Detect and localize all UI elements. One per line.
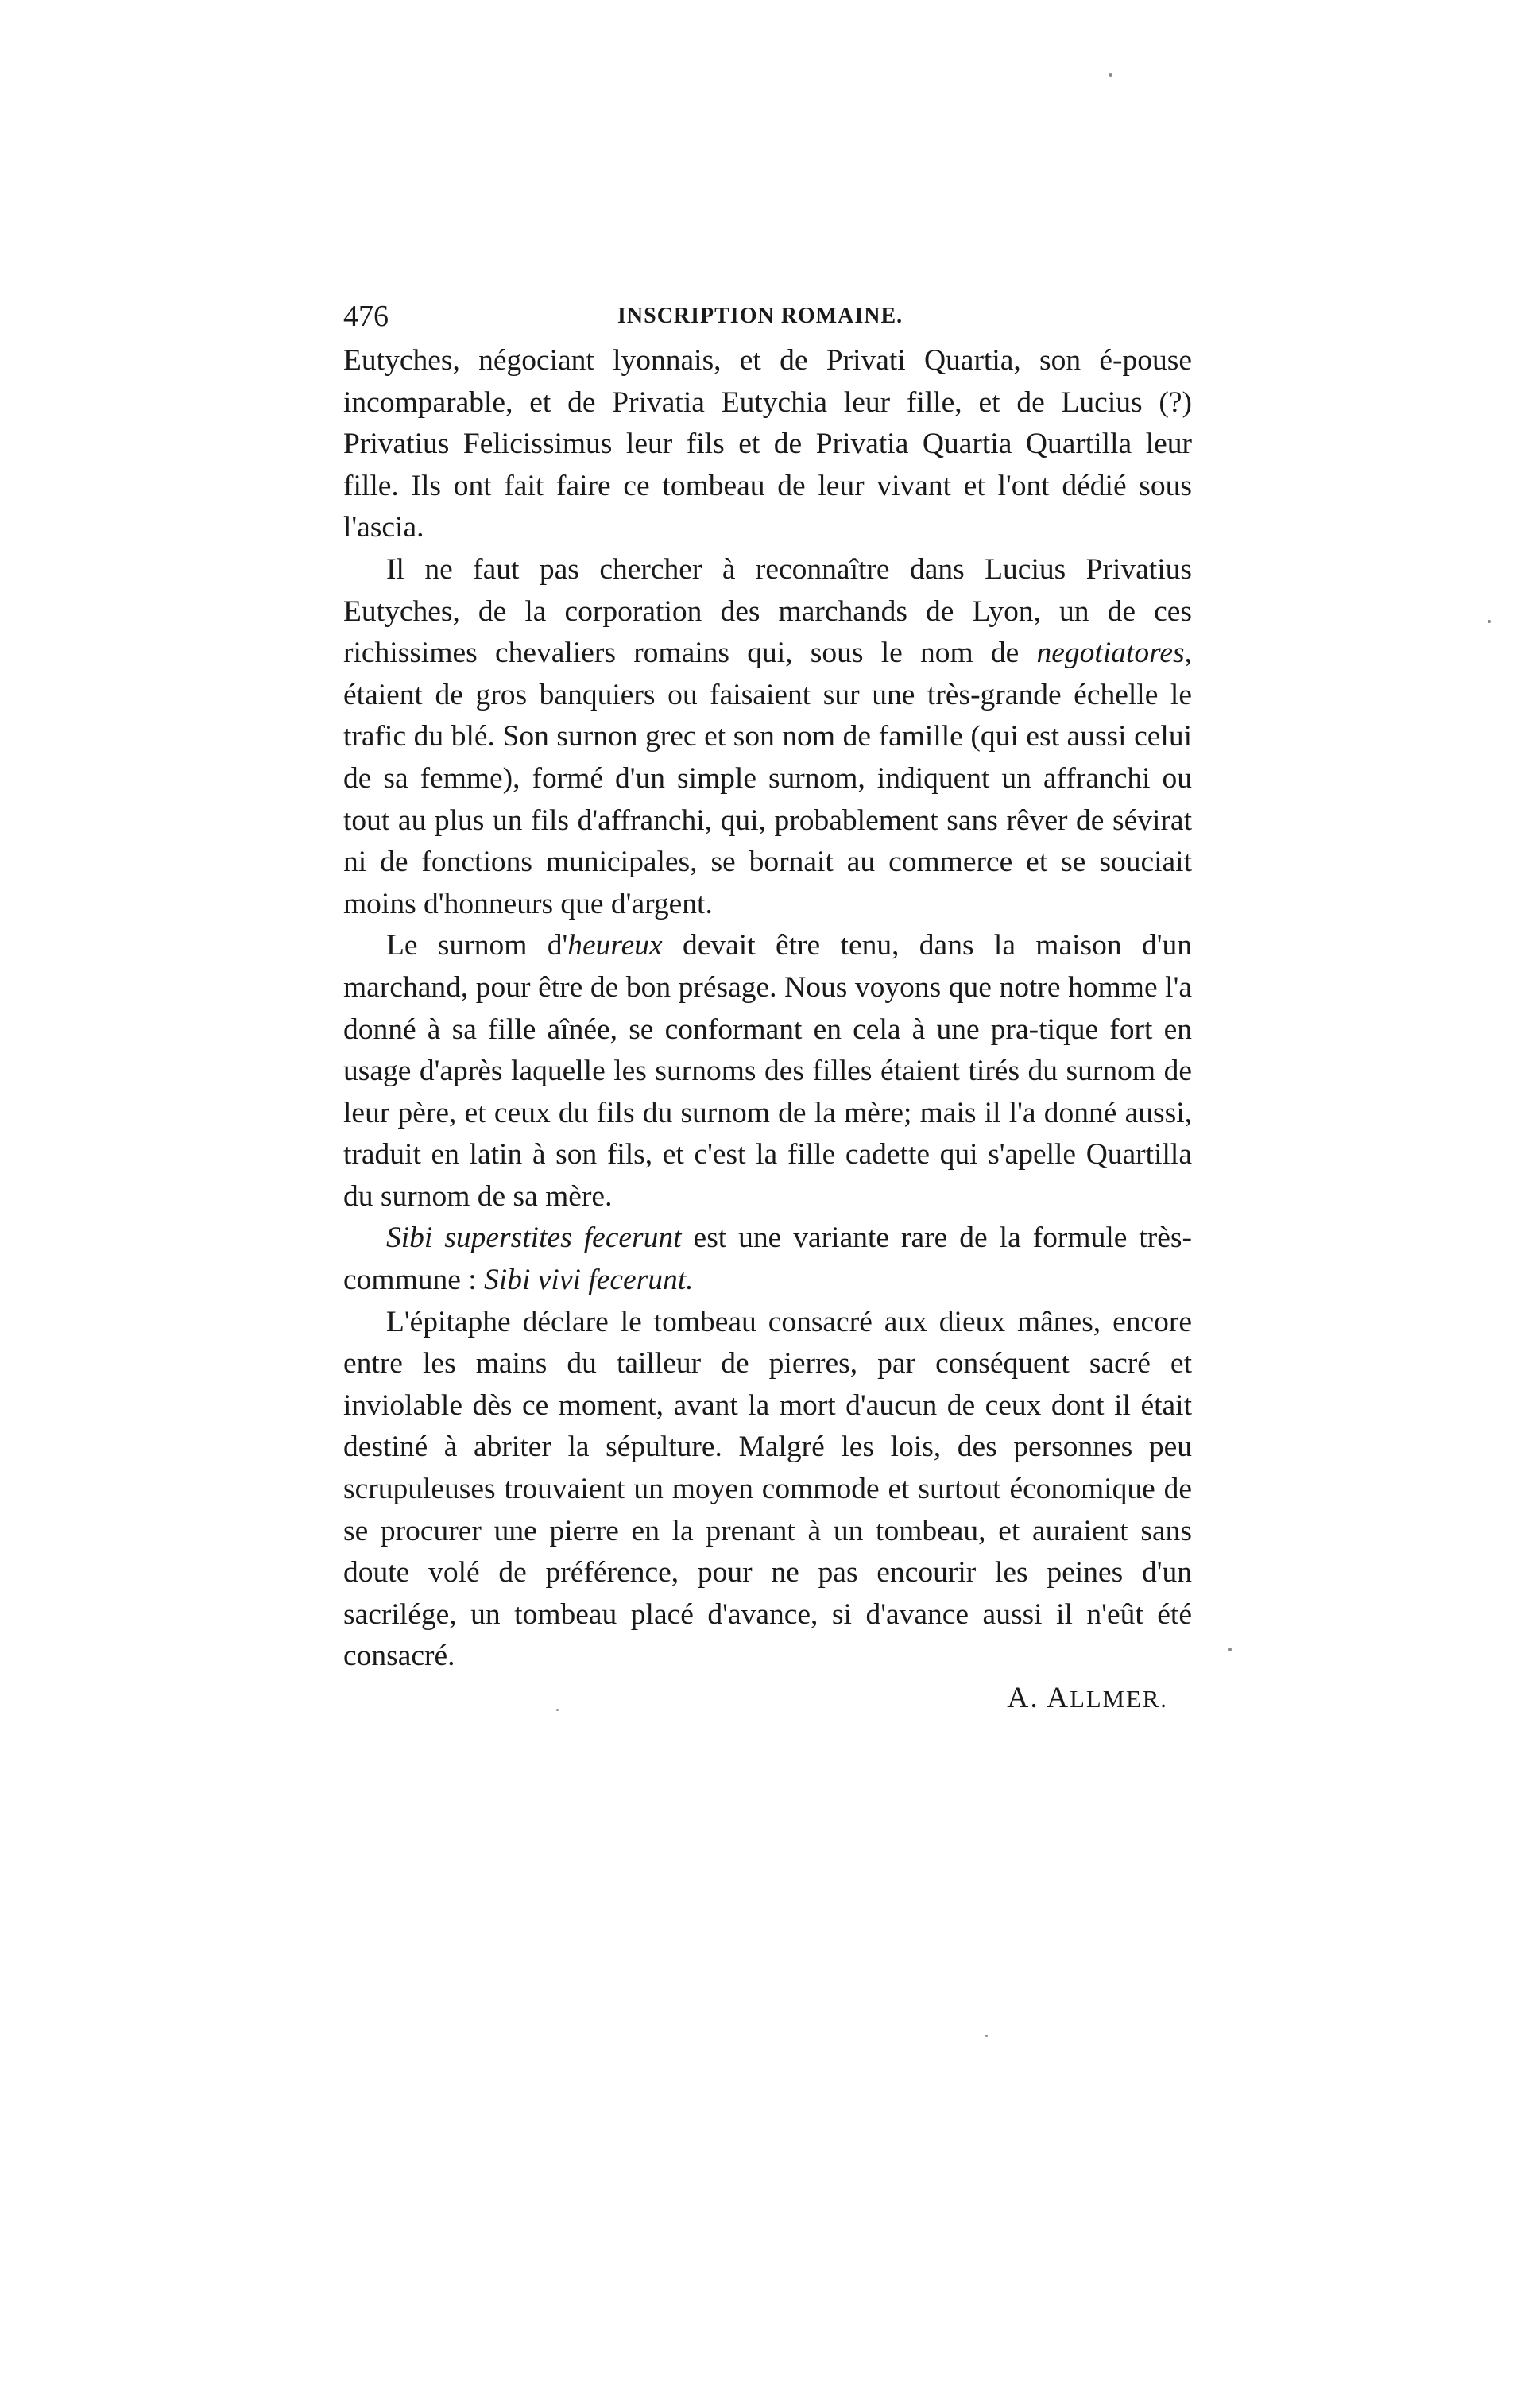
paragraph-3-italic: heureux [567,929,663,962]
signature-initial: A. [1007,1682,1039,1714]
scan-speck [985,2035,988,2037]
author-signature [343,1678,1192,1721]
text-body [343,340,1192,1721]
scan-speck [1109,73,1112,77]
paragraph-2-text-a: Il ne faut pas chercher à reconnaître dans Lucius Privatius Eutyches, de la corporation des marchands de Lyon, un de ces richissimes chevaliers romains qui, sous le nom de [343,552,1192,670]
signature-rest: LLMER. [1070,1686,1168,1713]
running-head [343,292,1201,340]
paragraph-4 [343,1218,1192,1301]
paragraph-1 [343,340,1192,549]
paragraph-5 [343,1302,1192,1678]
signature-capital: A [1047,1682,1070,1714]
running-title: INSCRIPTION ROMAINE. [617,304,903,328]
paragraph-2 [343,549,1192,925]
paragraph-4-italic-a: Sibi superstites fecerunt [386,1222,682,1255]
paragraph-3-text-a: Le surnom d' [386,929,568,962]
paragraph-4-text: est une variante rare de la formule très-commune : [343,1222,1192,1297]
paragraph-2-text-b: , étaient de gros banquiers ou faisaient sur une très-grande échelle le trafic du blé. Son surnon grec et son nom de famille (qui est aussi celui de sa femme), formé d'un simple surnom, indiquent un affranchi ou tout au plus un fils d'affranchi, qui, probablement sans rêver de sévirat ni de fonctions municipales, se bornait au commerce et se souciait moins d'honneurs que d'argent. [343,637,1192,920]
paragraph-1-text: Eutyches, négociant lyonnais, et de Privati Quartia, son é-pouse incomparable, et de Privatia Eutychia leur fille, et de Lucius (?) Privatius Felicissimus leur fils et de Privatia Quartia Quartilla leur fille. Ils ont fait faire ce tombeau de leur vivant et l'ont dédié sous l'ascia. [343,344,1192,544]
scan-speck [1488,620,1491,623]
paragraph-2-italic: negotiatores [1036,637,1185,670]
paragraph-3-text-b: devait être tenu, dans la maison d'un marchand, pour être de bon présage. Nous voyons que notre homme l'a donné à sa fille aînée, se conformant en cela à une pra-tique fort en usage d'après laquelle les surnoms des filles étaient tirés du surnom de leur père, et ceux du fils du surnom de la mère; mais il l'a donné aussi, traduit en latin à son fils, et c'est la fille cadette qui s'apelle Quartilla du surnom de sa mère. [343,929,1192,1213]
page-number: 476 [343,300,389,333]
scan-speck [1228,1648,1232,1651]
paragraph-3 [343,925,1192,1218]
scan-speck [556,1709,559,1711]
paragraph-5-text: L'épitaphe déclare le tombeau consacré aux dieux mânes, encore entre les mains du tailleur de pierres, par conséquent sacré et inviolable dès ce moment, avant la mort d'aucun de ceux dont il était destiné à abriter la sépulture. Malgré les lois, des personnes peu scrupuleuses trouvaient un moyen commode et surtout économique de se procurer une pierre en la prenant à un tombeau, et auraient sans doute volé de préférence, pour ne pas encourir les peines d'un sacrilége, un tombeau placé d'avance, si d'avance aussi il n'eût été consacré. [343,1305,1192,1673]
paragraph-4-italic-b: Sibi vivi fecerunt. [484,1264,694,1297]
